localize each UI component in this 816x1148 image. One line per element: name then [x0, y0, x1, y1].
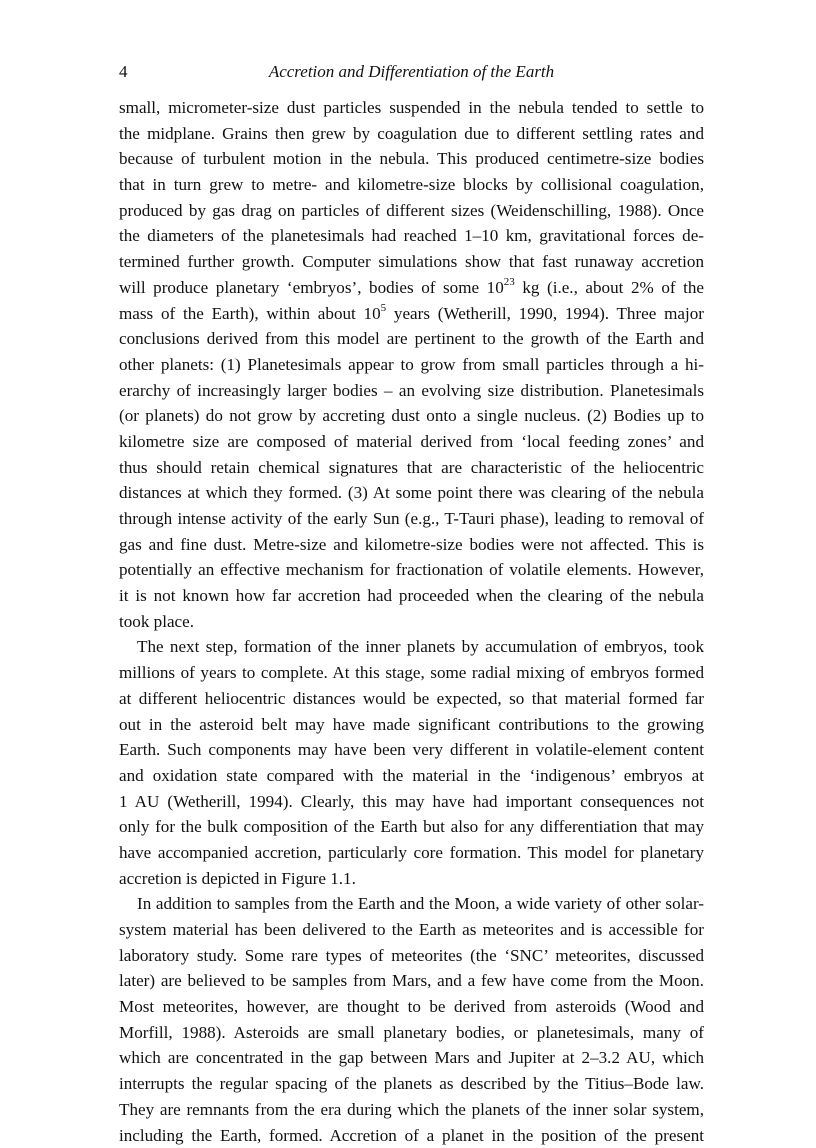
text-line: Morfill, 1988). Asteroids are small planetary bodies, or planetesimals, many of — [119, 1020, 704, 1046]
text-line: They are remnants from the era during which the planets of the inner solar system, — [119, 1097, 704, 1123]
text-segment: mass of the Earth), within about 10 — [119, 304, 381, 323]
text-line: gas and fine dust. Metre-size and kilometre-size bodies were not affected. This is — [119, 532, 704, 558]
text-line: kilometre size are composed of material derived from ‘local feeding zones’ and — [119, 429, 704, 455]
text-line: including the Earth, formed. Accretion of a planet in the position of the present — [119, 1123, 704, 1148]
superscript: 5 — [381, 302, 387, 314]
text-line: took place. — [119, 609, 704, 635]
text-line: the diameters of the planetesimals had reached 1–10 km, gravitational forces de- — [119, 223, 704, 249]
running-head — [119, 62, 704, 86]
text-line: conclusions derived from this model are pertinent to the growth of the Earth and — [119, 326, 704, 352]
text-line: Most meteorites, however, are thought to be derived from asteroids (Wood and — [119, 994, 704, 1020]
text-line: the midplane. Grains then grew by coagulation due to different settling rates and — [119, 121, 704, 147]
text-line: later) are believed to be samples from Mars, and a few have come from the Moon. — [119, 968, 704, 994]
text-line: produced by gas drag on particles of different sizes (Weidenschilling, 1988). Once — [119, 198, 704, 224]
text-line: accretion is depicted in Figure 1.1. — [119, 866, 704, 892]
text-line: small, micrometer-size dust particles suspended in the nebula tended to settle to — [119, 95, 704, 121]
text-line: at different heliocentric distances would be expected, so that material formed far — [119, 686, 704, 712]
text-line: laboratory study. Some rare types of meteorites (the ‘SNC’ meteorites, discussed — [119, 943, 704, 969]
text-line — [119, 301, 704, 327]
page-number: 4 — [119, 62, 128, 82]
text-line: and oxidation state compared with the material in the ‘indigenous’ embryos at — [119, 763, 704, 789]
text-line: interrupts the regular spacing of the planets as described by the Titius–Bode law. — [119, 1071, 704, 1097]
text-segment: will produce planetary ‘embryos’, bodies of some 10 — [119, 278, 504, 297]
text-line: (or planets) do not grow by accreting dust onto a single nucleus. (2) Bodies up to — [119, 403, 704, 429]
text-line: millions of years to complete. At this stage, some radial mixing of embryos formed — [119, 660, 704, 686]
body-text — [119, 95, 704, 1148]
text-line: 1 AU (Wetherill, 1994). Clearly, this may have had important consequences not — [119, 789, 704, 815]
text-line: In addition to samples from the Earth and the Moon, a wide variety of other solar- — [119, 891, 704, 917]
text-line: termined further growth. Computer simulations show that fast runaway accretion — [119, 249, 704, 275]
text-line: system material has been delivered to the Earth as meteorites and is accessible for — [119, 917, 704, 943]
running-title: Accretion and Differentiation of the Earth — [119, 62, 704, 82]
text-line: have accompanied accretion, particularly core formation. This model for planetary — [119, 840, 704, 866]
superscript: 23 — [504, 276, 515, 288]
text-line: The next step, formation of the inner planets by accumulation of embryos, took — [119, 634, 704, 660]
text-line: through intense activity of the early Sun (e.g., T-Tauri phase), leading to removal of — [119, 506, 704, 532]
text-line: thus should retain chemical signatures that are characteristic of the heliocentric — [119, 455, 704, 481]
text-line: that in turn grew to metre- and kilometre-size blocks by collisional coagulation, — [119, 172, 704, 198]
text-segment: years (Wetherill, 1990, 1994). Three major — [386, 304, 704, 323]
text-line: because of turbulent motion in the nebula. This produced centimetre-size bodies — [119, 146, 704, 172]
text-line: distances at which they formed. (3) At some point there was clearing of the nebula — [119, 480, 704, 506]
text-segment: kg (i.e., about 2% of the — [515, 278, 704, 297]
text-line: out in the asteroid belt may have made significant contributions to the growing — [119, 712, 704, 738]
text-line: which are concentrated in the gap between Mars and Jupiter at 2–3.2 AU, which — [119, 1045, 704, 1071]
text-line: Earth. Such components may have been very different in volatile-element content — [119, 737, 704, 763]
text-line — [119, 275, 704, 301]
text-line: erarchy of increasingly larger bodies – an evolving size distribution. Planetesimals — [119, 378, 704, 404]
text-line: potentially an effective mechanism for fractionation of volatile elements. However, — [119, 557, 704, 583]
text-line: other planets: (1) Planetesimals appear to grow from small particles through a hi- — [119, 352, 704, 378]
text-line: it is not known how far accretion had proceeded when the clearing of the nebula — [119, 583, 704, 609]
text-line: only for the bulk composition of the Earth but also for any differentiation that may — [119, 814, 704, 840]
